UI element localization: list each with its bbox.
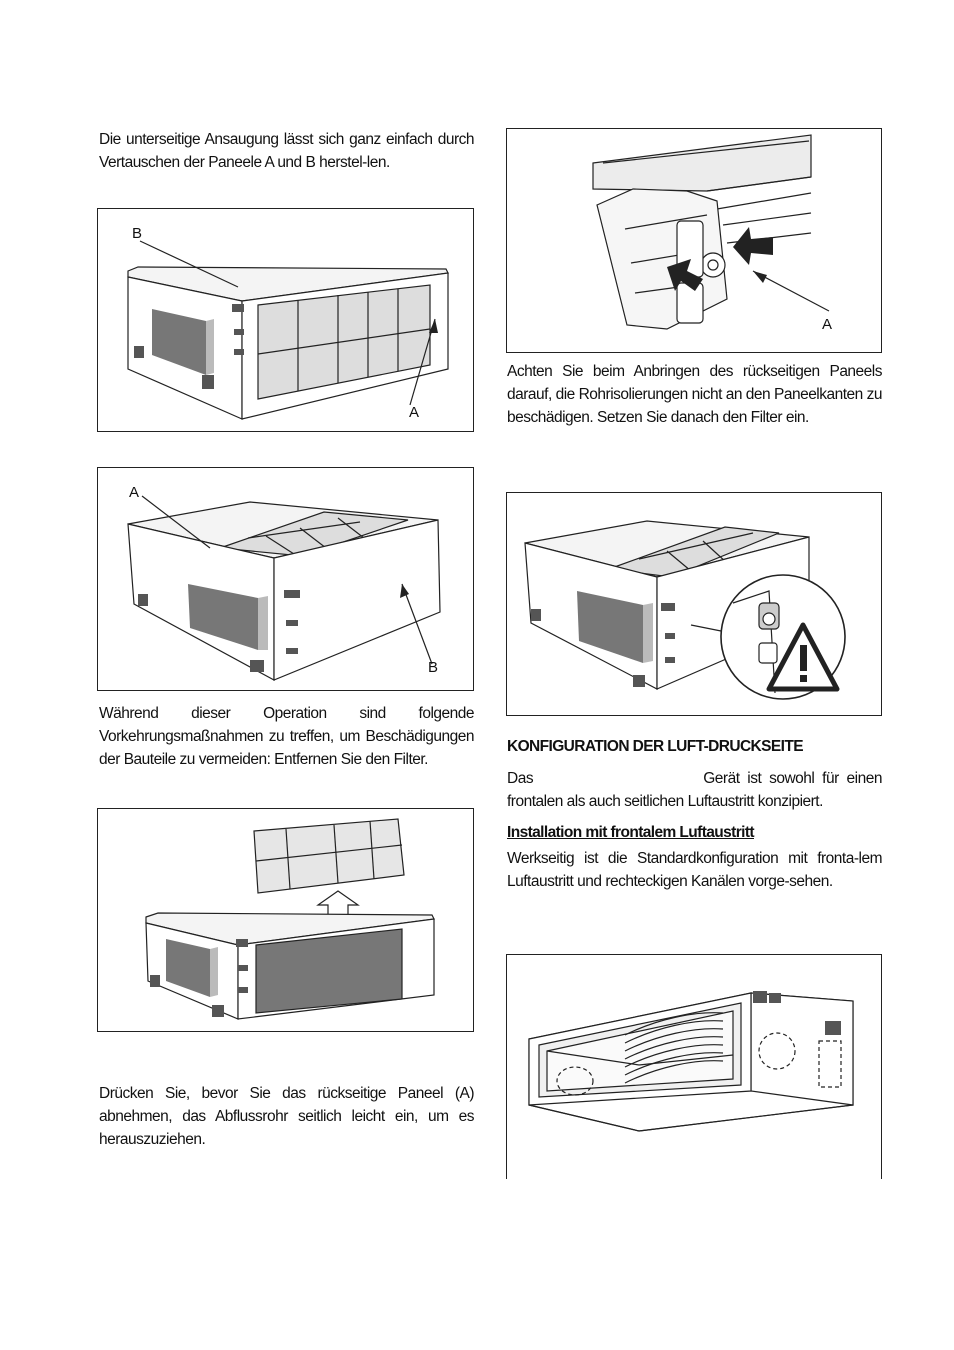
unit-illustration-6 bbox=[507, 955, 882, 1179]
label-a: A bbox=[822, 316, 833, 333]
precaution-paragraph: Während dieser Operation sind folgende Vorkehrungsmaßnahmen zu treffen, um Beschädigungen der Bauteile zu vermeiden: Entfernen Sie den Filter. bbox=[99, 705, 474, 768]
unit-illustration-3 bbox=[98, 809, 474, 1032]
label-a: A bbox=[409, 404, 420, 421]
subsection-heading: Installation mit frontalem Luftaustritt bbox=[507, 824, 754, 841]
paragraph-first-word: Das bbox=[507, 770, 534, 787]
figure-filter-removal bbox=[97, 808, 474, 1032]
unit-illustration-1 bbox=[98, 209, 474, 432]
section-heading: KONFIGURATION DER LUFT-DRUCKSEITE bbox=[507, 738, 803, 755]
label-b: B bbox=[428, 659, 439, 676]
label-b: B bbox=[132, 225, 143, 242]
figure-panel-swap-bottom bbox=[97, 467, 474, 691]
intro-paragraph: Die unterseitige Ansaugung lässt sich ganz einfach durch Vertauschen der Paneele A und B herstel-len. bbox=[99, 131, 474, 171]
standard-config-paragraph: Werkseitig ist die Standardkonfiguration mit fronta-lem Luftaustritt und rechteckigen Kanälen vorge-sehen. bbox=[507, 850, 882, 890]
figure-rear-panel-detail bbox=[506, 128, 882, 353]
label-a: A bbox=[129, 484, 140, 501]
paragraph-line2: frontalen als auch seitlichen Luftaustritt konzipiert. bbox=[507, 793, 823, 810]
drain-pipe-paragraph: Drücken Sie, bevor Sie das rückseitige Paneel (A) abnehmen, das Abflussrohr seitlich leicht ein, um es herauszuziehen. bbox=[99, 1085, 474, 1148]
figure-panel-swap-front bbox=[97, 208, 474, 432]
warning-illustration-5 bbox=[507, 493, 882, 716]
mounting-paragraph: Achten Sie beim Anbringen des rückseitigen Paneels darauf, die Rohrisolierungen nicht an den Paneelkanten zu beschädigen. Setzen Sie danach den Filter ein. bbox=[507, 363, 882, 426]
figure-insulation-warning bbox=[506, 492, 882, 716]
unit-illustration-2 bbox=[98, 468, 474, 691]
paragraph-line1-rest: Gerät ist sowohl für einen bbox=[703, 770, 882, 787]
figure-front-outlet bbox=[506, 954, 882, 1179]
configuration-paragraph bbox=[507, 767, 882, 813]
